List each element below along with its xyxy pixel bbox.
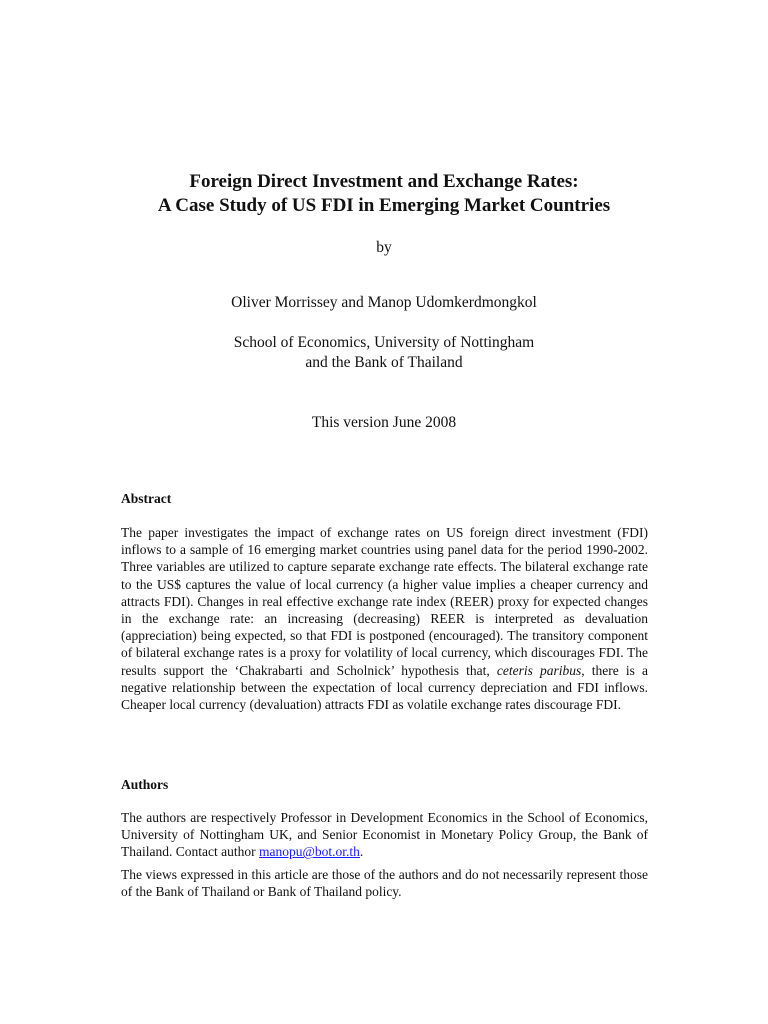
paper-title [0, 170, 768, 218]
abstract-text [121, 524, 648, 713]
author-names: Oliver Morrissey and Manop Udomkerdmongkol [231, 294, 537, 311]
authors-paragraph-text: The authors are respectively Professor in Development Economics in the School of Economics, University of Nottingham UK, and Senior Economist in Monetary Policy Group, the Bank of Thailand. Contact author [121, 810, 648, 860]
affiliation-line-2: and the Bank of Thailand [305, 354, 463, 371]
abstract-heading: Abstract [121, 491, 172, 506]
disclaimer-paragraph: The views expressed in this article are those of the authors and do not necessarily represent those of the Bank of Thailand or Bank of Thailand policy. [121, 867, 648, 900]
abstract-text-part-2: , there is a negative relationship between the expectation of local currency depreciation and FDI inflows. Cheaper local currency (devaluation) attracts FDI as volatile exchange rates discourage FDI. [121, 662, 648, 713]
authors-paragraph [121, 809, 648, 861]
authors-heading: Authors [121, 777, 169, 792]
by-line: by [376, 239, 392, 256]
version-date: This version June 2008 [311, 414, 457, 431]
contact-email-link[interactable]: manopu@bot.or.th [258, 844, 360, 860]
paper-title-line-1: Foreign Direct Investment and Exchange Rates: [189, 171, 579, 192]
affiliation [0, 333, 768, 373]
authors-paragraph-end: . [359, 844, 364, 860]
abstract-text-part-1: The paper investigates the impact of exchange rates on US foreign direct investment (FDI) inflows to a sample of 16 emerging market countries using panel data for the period 1990-2002. Three variables are utilized to capture separate exchange rate effects. The bilateral exchange rate to the US$ captures the value of local currency (a higher value implies a cheaper currency and attracts FDI). Changes in real effective exchange rate index (REER) proxy for expected changes in the exchange rate: an increasing (decreasing) REER is interpreted as devaluation (appreciation) being expected, so that FDI is postponed (encouraged). The transitory component of bilateral exchange rates is a proxy for volatility of local currency, which discourages FDI. The results support the ‘Chakrabarti and Scholnick’ hypothesis that, [121, 525, 648, 678]
abstract-text-italic: ceteris paribus [496, 662, 582, 678]
paper-title-line-2: A Case Study of US FDI in Emerging Market Countries [157, 195, 611, 216]
affiliation-line-1: School of Economics, University of Nottingham [233, 334, 535, 351]
